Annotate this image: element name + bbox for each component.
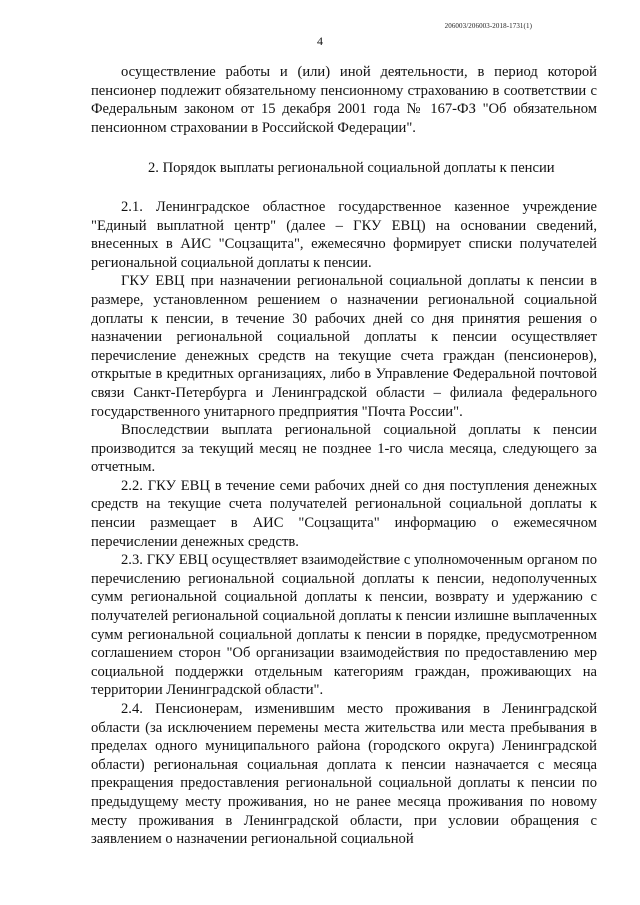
- paragraph-continuation: осуществление работы и (или) иной деятельности, в период которой пенсионер подлежит обязательному пенсионному страхованию в соответствии с Федеральным законом от 15 декабря 2001 года № 167-ФЗ "Об обязательном пенсионном страховании в Российской Федерации".: [91, 64, 597, 136]
- paragraph-2-1-subsequent: Впоследствии выплата региональной социальной доплаты к пенсии производится за текущий месяц не позднее 1-го числа месяца, следующего за отчетным.: [91, 422, 597, 476]
- document-id: 206003/206003-2018-1731(1): [444, 22, 532, 30]
- page-number: 4: [317, 34, 323, 48]
- paragraph-2-2: 2.2. ГКУ ЕВЦ в течение семи рабочих дней со дня поступления денежных средств на текущие счета получателей региональной социальной доплаты к пенсии размещает в АИС "Соцзащита" информацию о ежемесячном перечислении денежных средств.: [91, 477, 597, 550]
- paragraph-2-3: 2.3. ГКУ ЕВЦ осуществляет взаимодействие с уполномоченным органом по перечислению региональной социальной доплаты к пенсии, недополученных сумм региональной социальной доплаты к пенсии, возврату и удержанию с получателей региональной социальной доплаты к пенсии излишне выплаченных сумм региональной социальной доплаты к пенсии в порядке, предусмотренном соглашением сторон "Об организации взаимодействия по предоставлению мер социальной поддержки отдельным категориям граждан, проживающих на территории Ленинградской области".: [91, 552, 597, 699]
- paragraph-2-1: 2.1. Ленинградское областное государственное казенное учреждение "Единый выплатной центр" (далее – ГКУ ЕВЦ) на основании сведений, внесенных в АИС "Соцзащита", ежемесячно формирует списки получателей региональной социальной доплаты к пенсии.: [91, 198, 597, 271]
- paragraph-2-4: 2.4. Пенсионерам, изменившим место проживания в Ленинградской области (за исключением перемены места жительства или места пребывания в пределах одного муниципального района (городского округа) Ленинградской области) региональная социальная доплата к пенсии назначается с месяца прекращения предоставления региональной социальной доплаты к пенсии по предыдущему месту проживания, но не ранее месяца проживания по новому месту проживания в Ленинградской области, при условии обращения с заявлением о назначении региональной социальной: [91, 701, 597, 848]
- document-body: [91, 63, 597, 849]
- section-heading: 2. Порядок выплаты региональной социальной доплаты к пенсии: [148, 160, 555, 177]
- paragraph-2-1-payment: ГКУ ЕВЦ при назначении региональной социальной доплаты к пенсии в размере, установленном решением о назначении региональной социальной доплаты к пенсии, в течение 30 рабочих дней со дня принятия решения о назначении региональной социальной доплаты к пенсии осуществляет перечисление денежных средств на текущие счета граждан (пенсионеров), открытые в кредитных организациях, либо в Управление Федеральной почтовой связи Санкт-Петербурга и Ленинградской области – филиала федерального государственного унитарного предприятия "Почта России".: [91, 273, 597, 420]
